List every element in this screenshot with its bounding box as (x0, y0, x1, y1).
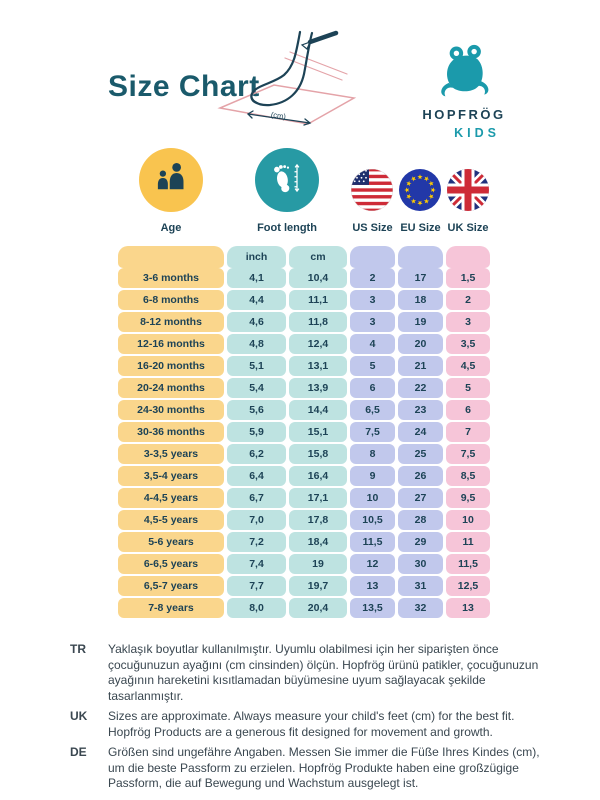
cell-us: 10,5 (350, 510, 395, 530)
cell-cm: 17,8 (289, 510, 347, 530)
cell-uk: 1,5 (446, 268, 490, 288)
subheader-age-spacer (118, 246, 224, 268)
cell-age: 3-3,5 years (118, 444, 224, 464)
cell-cm: 15,1 (289, 422, 347, 442)
cell-uk: 4,5 (446, 356, 490, 376)
cell-us: 10 (350, 488, 395, 508)
footnotes (70, 642, 564, 797)
footnote-text: Größen sind ungefähre Angaben. Messen Sie immer die Füße Ihres Kindes (cm), um die beste Passform zu erzielen. Hopfrög Produkte haben eine großzügige Passform, die auf Bewegung und Wachstum ausgelegt ist. (108, 745, 540, 790)
cell-cm: 18,4 (289, 532, 347, 552)
cell-us: 8 (350, 444, 395, 464)
cell-us: 3 (350, 312, 395, 332)
cell-inch: 4,8 (227, 334, 286, 354)
column-label-foot-length: Foot length (257, 222, 317, 234)
cell-inch: 7,7 (227, 576, 286, 596)
foot-measuring-illustration (190, 28, 365, 148)
cell-us: 6,5 (350, 400, 395, 420)
cell-us: 7,5 (350, 422, 395, 442)
cell-us: 12 (350, 554, 395, 574)
subheader-us-spacer (350, 246, 395, 268)
cell-eu: 23 (398, 400, 443, 420)
subheader-uk-spacer (446, 246, 490, 268)
cell-cm: 11,1 (289, 290, 347, 310)
cell-inch: 5,4 (227, 378, 286, 398)
cell-inch: 8,0 (227, 598, 286, 618)
cell-uk: 13 (446, 598, 490, 618)
cell-age: 30-36 months (118, 422, 224, 442)
cell-inch: 4,1 (227, 268, 286, 288)
cell-age: 4-4,5 years (118, 488, 224, 508)
cell-us: 13 (350, 576, 395, 596)
family-icon (151, 158, 191, 203)
cell-eu: 26 (398, 466, 443, 486)
cell-uk: 9,5 (446, 488, 490, 508)
brand-logo (405, 44, 523, 144)
column-label-uk: UK Size (447, 222, 489, 234)
cell-inch: 7,2 (227, 532, 286, 552)
us-flag-icon (350, 168, 394, 212)
subheader-cm: cm (289, 246, 347, 268)
foot-length-header-circle (255, 148, 319, 212)
cell-us: 6 (350, 378, 395, 398)
cm-label: (cm) (270, 110, 287, 122)
cell-cm: 20,4 (289, 598, 347, 618)
cell-cm: 15,8 (289, 444, 347, 464)
cell-inch: 4,4 (227, 290, 286, 310)
cell-eu: 28 (398, 510, 443, 530)
size-table (118, 246, 490, 618)
footnote-text: Sizes are approximate. Always measure your child's feet (cm) for the best fit. Hopfrög Products are a generous fit designed for movement and growth. (108, 709, 515, 739)
cell-eu: 32 (398, 598, 443, 618)
cell-inch: 4,6 (227, 312, 286, 332)
cell-age: 3-6 months (118, 268, 224, 288)
cell-age: 4,5-5 years (118, 510, 224, 530)
cell-inch: 5,6 (227, 400, 286, 420)
cell-eu: 21 (398, 356, 443, 376)
cell-uk: 8,5 (446, 466, 490, 486)
brand-sub: KIDS (454, 126, 500, 140)
cell-inch: 6,2 (227, 444, 286, 464)
cell-cm: 16,4 (289, 466, 347, 486)
cell-inch: 7,0 (227, 510, 286, 530)
cell-age: 6-6,5 years (118, 554, 224, 574)
cell-eu: 20 (398, 334, 443, 354)
footprint-ruler-icon (267, 158, 307, 203)
cell-us: 13,5 (350, 598, 395, 618)
cell-age: 20-24 months (118, 378, 224, 398)
cell-us: 2 (350, 268, 395, 288)
cell-cm: 10,4 (289, 268, 347, 288)
page-title: Size Chart (108, 70, 260, 103)
cell-us: 4 (350, 334, 395, 354)
cell-us: 9 (350, 466, 395, 486)
footnote-label: TR (70, 642, 86, 656)
cell-uk: 10 (446, 510, 490, 530)
cell-uk: 3,5 (446, 334, 490, 354)
cell-uk: 12,5 (446, 576, 490, 596)
cell-inch: 6,7 (227, 488, 286, 508)
cell-eu: 18 (398, 290, 443, 310)
footnote (70, 745, 564, 792)
cell-eu: 29 (398, 532, 443, 552)
cell-us: 3 (350, 290, 395, 310)
cell-age: 7-8 years (118, 598, 224, 618)
column-label-eu: EU Size (400, 222, 441, 234)
cell-uk: 3 (446, 312, 490, 332)
footnote-label: UK (70, 709, 88, 723)
cell-eu: 27 (398, 488, 443, 508)
cell-age: 5-6 years (118, 532, 224, 552)
subheader-inch: inch (227, 246, 286, 268)
uk-flag-icon (446, 168, 490, 212)
footnote-text: Yaklaşık boyutlar kullanılmıştır. Uyumlu olabilmesi için her siparişten önce çocuğunuzun ayağını (cm cinsinden) ölçün. Hopfrög ürünü patikler, çocuğunuzun ayağının hareketini kısıtlamadan büyümesine uyum sağlayacak şekilde tasarlanmıştır. (108, 642, 539, 703)
age-header-circle (139, 148, 203, 212)
cell-eu: 25 (398, 444, 443, 464)
table-header (118, 148, 490, 244)
brand-name: HOPFRÖG (422, 107, 506, 122)
cell-age: 3,5-4 years (118, 466, 224, 486)
subheader-eu-spacer (398, 246, 443, 268)
cell-uk: 5 (446, 378, 490, 398)
cell-age: 6,5-7 years (118, 576, 224, 596)
cell-age: 24-30 months (118, 400, 224, 420)
cell-age: 12-16 months (118, 334, 224, 354)
cell-uk: 11,5 (446, 554, 490, 574)
cell-us: 11,5 (350, 532, 395, 552)
cell-cm: 14,4 (289, 400, 347, 420)
cell-age: 6-8 months (118, 290, 224, 310)
cell-uk: 7 (446, 422, 490, 442)
frog-icon (437, 85, 491, 102)
cell-age: 8-12 months (118, 312, 224, 332)
cell-us: 5 (350, 356, 395, 376)
cell-cm: 13,9 (289, 378, 347, 398)
cell-inch: 6,4 (227, 466, 286, 486)
footnote (70, 642, 564, 704)
cell-inch: 5,1 (227, 356, 286, 376)
cell-eu: 31 (398, 576, 443, 596)
column-label-us: US Size (352, 222, 393, 234)
cell-cm: 19 (289, 554, 347, 574)
cell-uk: 2 (446, 290, 490, 310)
cell-age: 16-20 months (118, 356, 224, 376)
footnote (70, 709, 564, 740)
footnote-label: DE (70, 745, 87, 759)
cell-inch: 7,4 (227, 554, 286, 574)
cell-cm: 11,8 (289, 312, 347, 332)
column-label-age: Age (160, 222, 182, 234)
cell-cm: 12,4 (289, 334, 347, 354)
cell-uk: 11 (446, 532, 490, 552)
cell-uk: 7,5 (446, 444, 490, 464)
cell-eu: 24 (398, 422, 443, 442)
cell-cm: 17,1 (289, 488, 347, 508)
cell-eu: 19 (398, 312, 443, 332)
cell-eu: 30 (398, 554, 443, 574)
cell-eu: 17 (398, 268, 443, 288)
eu-flag-icon (398, 168, 442, 212)
cell-uk: 6 (446, 400, 490, 420)
cell-eu: 22 (398, 378, 443, 398)
cell-inch: 5,9 (227, 422, 286, 442)
cell-cm: 13,1 (289, 356, 347, 376)
cell-cm: 19,7 (289, 576, 347, 596)
